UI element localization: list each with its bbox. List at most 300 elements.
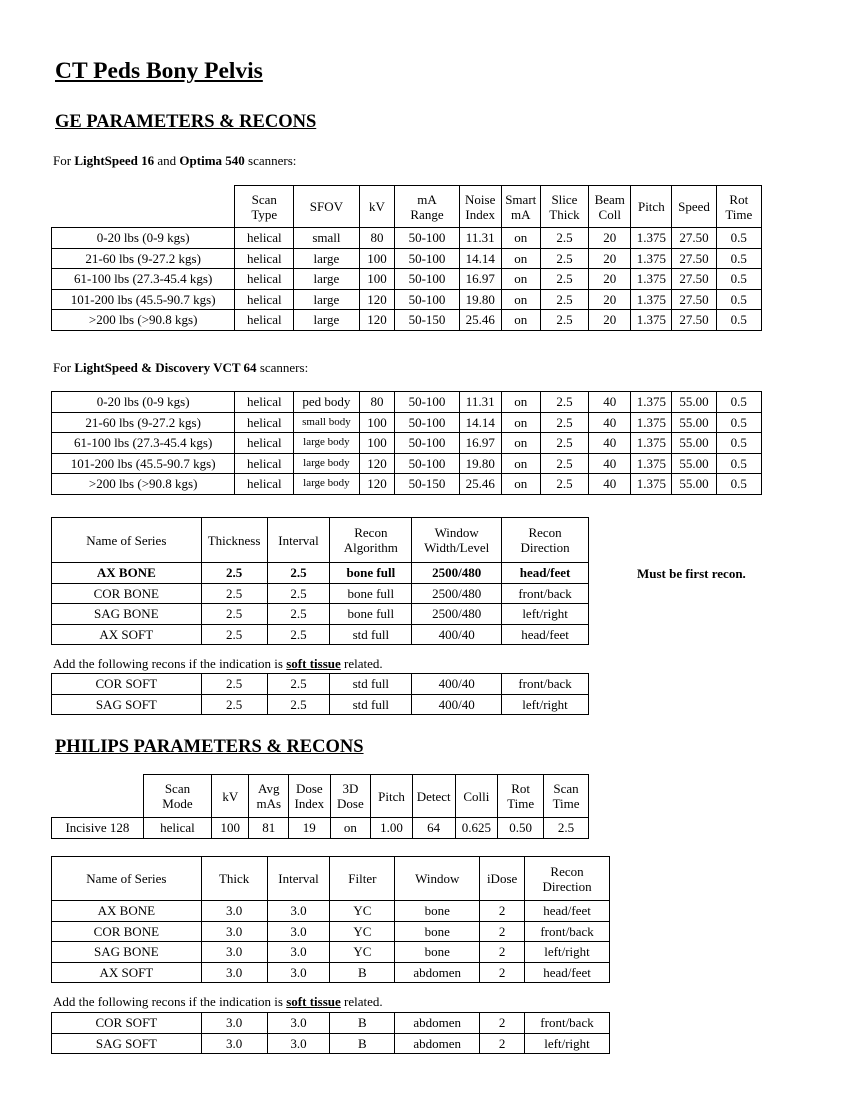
- table-cell: ped body: [294, 392, 359, 413]
- table-cell: 2.5: [540, 289, 588, 310]
- column-header: [498, 775, 544, 818]
- table-cell: bone full: [330, 563, 412, 584]
- table-cell: 20: [589, 289, 631, 310]
- table-cell: 3.0: [267, 1013, 330, 1034]
- table-cell: 2.5: [267, 604, 330, 625]
- table-cell: helical: [235, 433, 294, 454]
- header-text: Scan: [251, 191, 277, 207]
- table-cell: 50-100: [395, 433, 459, 454]
- table-cell: 2.5: [267, 583, 330, 604]
- table-cell: 2.5: [544, 818, 589, 839]
- table-cell: 50-100: [395, 248, 459, 269]
- table-cell: 61-100 lbs (27.3-45.4 kgs): [52, 433, 235, 454]
- table-cell: 40: [589, 453, 631, 474]
- header-text: Index: [294, 796, 325, 811]
- column-header: [267, 857, 330, 901]
- column-header: [589, 186, 631, 228]
- table-cell: SAG BONE: [52, 942, 202, 963]
- table-cell: 2.5: [201, 624, 267, 645]
- table-cell: 2: [480, 901, 525, 922]
- table-cell: SAG SOFT: [52, 694, 202, 715]
- table-row: [52, 392, 762, 413]
- header-text: Beam: [594, 191, 625, 207]
- table-cell: 55.00: [672, 412, 716, 433]
- philips-heading: PHILIPS PARAMETERS & RECONS: [55, 737, 364, 757]
- table-cell: 1.375: [631, 310, 672, 331]
- table-cell: 64: [412, 818, 455, 839]
- header-text: Dose: [337, 796, 364, 811]
- header-text: Interval: [278, 532, 319, 548]
- table-cell: 1.00: [371, 818, 413, 839]
- header-text: Noise: [465, 191, 496, 207]
- header-text: mA: [510, 206, 531, 222]
- table-cell: 11.31: [459, 392, 501, 413]
- table-cell: AX SOFT: [52, 962, 202, 983]
- table-cell: bone: [395, 901, 480, 922]
- header-text: Detect: [416, 788, 451, 804]
- table-row: [52, 583, 589, 604]
- table-cell: helical: [235, 310, 294, 331]
- column-header: [288, 775, 330, 818]
- table-cell: 19.80: [459, 289, 501, 310]
- philips-recon-header-row: [52, 857, 610, 901]
- column-header: [395, 857, 480, 901]
- table-cell: on: [501, 289, 540, 310]
- header-text: Thick: [218, 871, 250, 886]
- philips-params-header-row: [52, 775, 589, 818]
- table-cell: 100: [359, 269, 395, 290]
- table-cell: on: [501, 310, 540, 331]
- table-row: [52, 248, 762, 269]
- table-cell: 120: [359, 289, 395, 310]
- table-cell: left/right: [502, 694, 589, 715]
- table-cell: helical: [143, 818, 211, 839]
- table-cell: 40: [589, 392, 631, 413]
- column-header: [501, 186, 540, 228]
- table-cell: 2.5: [540, 453, 588, 474]
- table-cell: bone: [395, 942, 480, 963]
- table-cell: on: [330, 818, 371, 839]
- table-cell: COR BONE: [52, 583, 202, 604]
- table-cell: 1.375: [631, 228, 672, 249]
- header-text: SFOV: [309, 199, 344, 214]
- header-text: Range: [410, 206, 444, 222]
- table-cell: 61-100 lbs (27.3-45.4 kgs): [52, 269, 235, 290]
- table-row: [52, 674, 589, 695]
- table-cell: 120: [359, 453, 395, 474]
- table-row: [52, 604, 589, 625]
- table-cell: front/back: [502, 674, 589, 695]
- table-cell: head/feet: [525, 901, 610, 922]
- table-row: [52, 624, 589, 645]
- ge-recon-table: [51, 517, 589, 645]
- column-header: [52, 518, 202, 563]
- table-cell: std full: [330, 624, 412, 645]
- table-cell: front/back: [525, 921, 610, 942]
- table-row: [52, 228, 762, 249]
- table-cell: 2: [480, 962, 525, 983]
- table-cell: 2500/480: [412, 604, 502, 625]
- table-cell: 0.5: [716, 289, 761, 310]
- column-header: [52, 857, 202, 901]
- table-cell: YC: [330, 942, 395, 963]
- table-cell: 2.5: [267, 694, 330, 715]
- table-cell: 3.0: [267, 901, 330, 922]
- header-text: Window: [415, 871, 460, 886]
- table-cell: helical: [235, 412, 294, 433]
- header-text: Thick: [549, 206, 580, 222]
- table-cell: 100: [359, 248, 395, 269]
- header-text: 3D: [342, 781, 359, 796]
- table-cell: 2.5: [540, 433, 588, 454]
- column-header: [544, 775, 589, 818]
- table-cell: large: [294, 248, 359, 269]
- table-row: [52, 901, 610, 922]
- table-cell: 400/40: [412, 674, 502, 695]
- table-cell: 20: [589, 248, 631, 269]
- header-text: Rot: [729, 191, 749, 207]
- table-cell: AX SOFT: [52, 624, 202, 645]
- header-text: Mode: [162, 796, 193, 811]
- table-cell: head/feet: [502, 624, 589, 645]
- column-header: [502, 518, 589, 563]
- table-cell: 16.97: [459, 433, 501, 454]
- header-text: Rot: [511, 781, 531, 796]
- table-cell: 1.375: [631, 248, 672, 269]
- table-row: [52, 563, 589, 584]
- table-cell: AX BONE: [52, 563, 202, 584]
- table-cell: 1.375: [631, 289, 672, 310]
- column-header: [395, 186, 459, 228]
- column-header: [480, 857, 525, 901]
- table-cell: 400/40: [412, 694, 502, 715]
- table-cell: bone: [395, 921, 480, 942]
- table-row: [52, 818, 589, 839]
- table-cell: 3.0: [201, 901, 267, 922]
- table-cell: bone full: [330, 604, 412, 625]
- table-cell: 40: [589, 433, 631, 454]
- table-cell: 3.0: [267, 962, 330, 983]
- table-cell: 3.0: [267, 921, 330, 942]
- table-cell: helical: [235, 474, 294, 495]
- ge-t1-header-row: [52, 186, 762, 228]
- table-cell: 100: [359, 433, 395, 454]
- column-header: [672, 186, 716, 228]
- table-cell: 2.5: [540, 412, 588, 433]
- table-cell: 2.5: [201, 674, 267, 695]
- table-cell: 2.5: [201, 583, 267, 604]
- table-cell: 2.5: [540, 228, 588, 249]
- ge-recon-soft-table: [51, 673, 589, 715]
- column-header: [371, 775, 413, 818]
- header-text: kV: [222, 788, 239, 804]
- table-cell: 0.5: [716, 453, 761, 474]
- ge-intro-1: For LightSpeed 16 and Optima 540 scanners:: [53, 153, 297, 168]
- blank-cell: [52, 186, 235, 228]
- table-cell: 27.50: [672, 269, 716, 290]
- table-cell: 50-100: [395, 453, 459, 474]
- table-cell: 3.0: [201, 1013, 267, 1034]
- table-cell: large body: [294, 453, 359, 474]
- philips-recon-soft-table: [51, 1012, 610, 1054]
- table-row: [52, 942, 610, 963]
- column-header: [525, 857, 610, 901]
- table-row: [52, 289, 762, 310]
- table-row: [52, 310, 762, 331]
- column-header: [412, 518, 502, 563]
- table-cell: 55.00: [672, 392, 716, 413]
- table-cell: 2.5: [540, 310, 588, 331]
- header-text: Smart: [505, 191, 537, 207]
- table-cell: 80: [359, 228, 395, 249]
- table-cell: 2.5: [540, 474, 588, 495]
- column-header: [330, 775, 371, 818]
- header-text: Name of Series: [86, 532, 167, 548]
- table-cell: head/feet: [502, 563, 589, 584]
- table-cell: Incisive 128: [52, 818, 144, 839]
- header-text: Pitch: [378, 788, 405, 804]
- table-cell: on: [501, 433, 540, 454]
- table-cell: large body: [294, 433, 359, 454]
- table-cell: 0-20 lbs (0-9 kgs): [52, 228, 235, 249]
- table-cell: 55.00: [672, 433, 716, 454]
- header-text: Slice: [551, 191, 578, 207]
- table-cell: 2: [480, 921, 525, 942]
- table-cell: on: [501, 228, 540, 249]
- table-cell: 2: [480, 1033, 525, 1054]
- table-cell: helical: [235, 269, 294, 290]
- table-row: [52, 1033, 610, 1054]
- table-cell: 20: [589, 310, 631, 331]
- table-cell: left/right: [502, 604, 589, 625]
- table-cell: front/back: [525, 1013, 610, 1034]
- table-cell: 0.5: [716, 474, 761, 495]
- table-row: [52, 474, 762, 495]
- header-text: Name of Series: [86, 871, 167, 886]
- table-cell: 0.5: [716, 392, 761, 413]
- header-text: Window: [434, 525, 479, 540]
- table-cell: 101-200 lbs (45.5-90.7 kgs): [52, 453, 235, 474]
- header-text: Time: [552, 796, 580, 811]
- column-header: [330, 857, 395, 901]
- ge-recon-header-row: [52, 518, 589, 563]
- table-row: [52, 962, 610, 983]
- header-text: Direction: [542, 878, 592, 894]
- ge-heading: GE PARAMETERS & RECONS: [55, 112, 317, 132]
- header-text: Colli: [463, 788, 490, 804]
- table-row: [52, 269, 762, 290]
- table-cell: abdomen: [395, 1033, 480, 1054]
- header-text: Algorithm: [343, 540, 398, 555]
- table-cell: on: [501, 269, 540, 290]
- table-cell: B: [330, 962, 395, 983]
- header-text: Time: [507, 796, 535, 811]
- table-cell: B: [330, 1033, 395, 1054]
- table-cell: 2.5: [540, 269, 588, 290]
- table-cell: 50-150: [395, 310, 459, 331]
- table-cell: 0.50: [498, 818, 544, 839]
- header-text: Pitch: [637, 199, 665, 214]
- table-cell: head/feet: [525, 962, 610, 983]
- table-cell: YC: [330, 901, 395, 922]
- column-header: [412, 775, 455, 818]
- table-cell: 80: [359, 392, 395, 413]
- table-cell: 21-60 lbs (9-27.2 kgs): [52, 248, 235, 269]
- table-cell: 2.5: [267, 674, 330, 695]
- table-cell: 0.5: [716, 248, 761, 269]
- column-header: [143, 775, 211, 818]
- table-cell: large: [294, 289, 359, 310]
- column-header: [540, 186, 588, 228]
- table-cell: 50-100: [395, 228, 459, 249]
- table-cell: 0.5: [716, 228, 761, 249]
- table-cell: 14.14: [459, 412, 501, 433]
- table-cell: 0.5: [716, 310, 761, 331]
- table-cell: 3.0: [267, 942, 330, 963]
- column-header: [294, 186, 359, 228]
- header-text: Index: [465, 206, 495, 222]
- table-cell: 0.625: [455, 818, 498, 839]
- table-cell: large: [294, 269, 359, 290]
- table-cell: abdomen: [395, 962, 480, 983]
- header-text: Time: [725, 206, 753, 222]
- table-cell: 1.375: [631, 453, 672, 474]
- philips-recon-table: [51, 856, 610, 983]
- table-row: [52, 694, 589, 715]
- table-cell: on: [501, 248, 540, 269]
- blank-cell: [52, 775, 144, 818]
- table-cell: 3.0: [201, 942, 267, 963]
- table-cell: small body: [294, 412, 359, 433]
- table-cell: 19.80: [459, 453, 501, 474]
- table-cell: 1.375: [631, 412, 672, 433]
- first-recon-note: Must be first recon.: [637, 566, 746, 581]
- table-cell: 100: [212, 818, 249, 839]
- table-cell: 101-200 lbs (45.5-90.7 kgs): [52, 289, 235, 310]
- table-cell: 2: [480, 942, 525, 963]
- table-cell: 2.5: [201, 694, 267, 715]
- table-row: [52, 1013, 610, 1034]
- table-cell: YC: [330, 921, 395, 942]
- table-cell: on: [501, 412, 540, 433]
- table-cell: 2.5: [201, 604, 267, 625]
- table-cell: 25.46: [459, 310, 501, 331]
- table-cell: AX BONE: [52, 901, 202, 922]
- table-cell: 14.14: [459, 248, 501, 269]
- table-cell: 120: [359, 310, 395, 331]
- table-cell: 27.50: [672, 228, 716, 249]
- header-text: Width/Level: [424, 540, 490, 555]
- header-text: Coll: [598, 206, 621, 222]
- header-text: Direction: [520, 540, 570, 555]
- column-header: [235, 186, 294, 228]
- header-text: Scan: [553, 781, 579, 796]
- table-cell: bone full: [330, 583, 412, 604]
- table-cell: >200 lbs (>90.8 kgs): [52, 310, 235, 331]
- table-cell: 55.00: [672, 474, 716, 495]
- table-row: [52, 453, 762, 474]
- table-cell: 3.0: [267, 1033, 330, 1054]
- table-cell: 2500/480: [412, 583, 502, 604]
- philips-soft-tissue-note: Add the following recons if the indication is soft tissue related.: [53, 994, 383, 1009]
- table-cell: front/back: [502, 583, 589, 604]
- table-row: [52, 412, 762, 433]
- header-text: Interval: [278, 871, 319, 886]
- table-cell: 2500/480: [412, 563, 502, 584]
- header-text: Scan: [164, 781, 191, 796]
- ge-protocol-table-64: [51, 391, 762, 495]
- column-header: [455, 775, 498, 818]
- header-text: Recon: [550, 863, 584, 879]
- table-cell: SAG SOFT: [52, 1033, 202, 1054]
- page-title: CT Peds Bony Pelvis: [55, 58, 263, 84]
- header-text: Type: [251, 206, 278, 222]
- table-cell: 40: [589, 412, 631, 433]
- table-cell: >200 lbs (>90.8 kgs): [52, 474, 235, 495]
- table-cell: 50-100: [395, 412, 459, 433]
- column-header: [267, 518, 330, 563]
- table-cell: large: [294, 310, 359, 331]
- table-cell: small: [294, 228, 359, 249]
- table-cell: COR SOFT: [52, 1013, 202, 1034]
- table-cell: SAG BONE: [52, 604, 202, 625]
- column-header: [716, 186, 761, 228]
- table-cell: 25.46: [459, 474, 501, 495]
- table-cell: std full: [330, 694, 412, 715]
- table-cell: 20: [589, 228, 631, 249]
- table-cell: COR BONE: [52, 921, 202, 942]
- table-cell: 11.31: [459, 228, 501, 249]
- table-cell: 27.50: [672, 310, 716, 331]
- table-cell: 0.5: [716, 412, 761, 433]
- table-cell: helical: [235, 289, 294, 310]
- table-cell: 2: [480, 1013, 525, 1034]
- column-header: [201, 518, 267, 563]
- table-cell: 1.375: [631, 392, 672, 413]
- header-text: Filter: [348, 871, 377, 886]
- table-cell: on: [501, 392, 540, 413]
- table-cell: 19: [288, 818, 330, 839]
- table-cell: 50-100: [395, 269, 459, 290]
- ge-protocol-table-16: [51, 185, 762, 331]
- table-cell: 50-100: [395, 392, 459, 413]
- table-cell: 1.375: [631, 474, 672, 495]
- table-cell: helical: [235, 453, 294, 474]
- table-cell: on: [501, 453, 540, 474]
- table-cell: large body: [294, 474, 359, 495]
- table-cell: 120: [359, 474, 395, 495]
- table-cell: 0-20 lbs (0-9 kgs): [52, 392, 235, 413]
- header-text: Avg: [258, 781, 280, 796]
- table-cell: 2.5: [267, 563, 330, 584]
- table-cell: 21-60 lbs (9-27.2 kgs): [52, 412, 235, 433]
- table-cell: 0.5: [716, 433, 761, 454]
- header-text: Speed: [678, 199, 710, 214]
- table-cell: 27.50: [672, 289, 716, 310]
- table-cell: 16.97: [459, 269, 501, 290]
- ge-intro-2: For LightSpeed & Discovery VCT 64 scanners:: [53, 360, 309, 375]
- table-cell: helical: [235, 248, 294, 269]
- table-cell: 3.0: [201, 921, 267, 942]
- header-text: Dose: [295, 781, 323, 796]
- table-row: [52, 433, 762, 454]
- table-cell: helical: [235, 228, 294, 249]
- column-header: [359, 186, 395, 228]
- table-cell: 55.00: [672, 453, 716, 474]
- table-cell: 1.375: [631, 269, 672, 290]
- header-text: mA: [417, 191, 437, 207]
- header-text: Thickness: [207, 532, 261, 548]
